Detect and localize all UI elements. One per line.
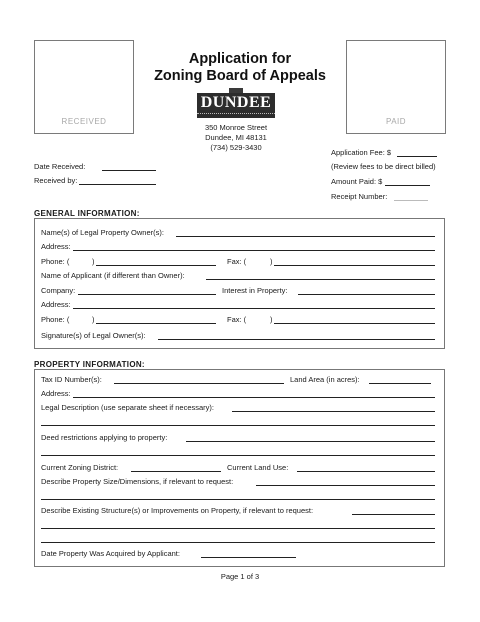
applicant-phone-field[interactable]: [96, 323, 216, 324]
deed-restrictions-field-2[interactable]: [41, 455, 435, 456]
property-address-label: Address:: [41, 389, 71, 398]
amount-paid-field[interactable]: [385, 185, 430, 186]
dundee-logo: [197, 93, 275, 118]
size-dimensions-field[interactable]: [256, 485, 435, 486]
current-land-use-field[interactable]: [297, 471, 435, 472]
owner-names-label: Name(s) of Legal Property Owner(s):: [41, 228, 164, 237]
receipt-number-label: Receipt Number:: [331, 192, 388, 201]
tax-id-label: Tax ID Number(s):: [41, 375, 102, 384]
date-received-field[interactable]: [102, 170, 156, 171]
date-acquired-label: Date Property Was Acquired by Applicant:: [41, 549, 180, 558]
size-dimensions-field-2[interactable]: [41, 499, 435, 500]
owner-phone-field[interactable]: [96, 265, 216, 266]
logo-tagline-rule: [197, 113, 275, 116]
received-by-label: Received by:: [34, 176, 78, 185]
owner-signature-field[interactable]: [158, 339, 435, 340]
owner-names-field[interactable]: [176, 236, 435, 237]
owner-fax-close-paren: ): [270, 257, 273, 266]
owner-address-label: Address:: [41, 242, 71, 251]
applicant-address-label: Address:: [41, 300, 71, 309]
received-stamp-label: RECEIVED: [61, 117, 107, 126]
date-acquired-field[interactable]: [201, 557, 296, 558]
form-title-line2: Zoning Board of Appeals: [154, 68, 326, 84]
tax-id-field[interactable]: [114, 383, 284, 384]
paid-stamp-label: PAID: [385, 117, 407, 126]
applicant-fax-field[interactable]: [274, 323, 435, 324]
logo-text: DUNDEE: [200, 94, 272, 111]
existing-structures-label: Describe Existing Structure(s) or Improvements on Property, if relevant to request:: [41, 506, 314, 515]
office-phone: (734) 529-3430: [210, 143, 262, 152]
office-street: 350 Monroe Street: [204, 123, 268, 132]
form-title-line1: Application for: [188, 51, 292, 67]
current-land-use-label: Current Land Use:: [227, 463, 289, 472]
interest-field[interactable]: [298, 294, 435, 295]
existing-structures-field-2[interactable]: [41, 528, 435, 529]
paid-stamp-box: [346, 40, 446, 134]
current-zoning-field[interactable]: [131, 471, 221, 472]
applicant-fax-close-paren: ): [270, 315, 273, 324]
owner-signature-label: Signature(s) of Legal Owner(s):: [41, 331, 146, 340]
general-information-panel: [34, 218, 445, 349]
property-address-field[interactable]: [73, 397, 435, 398]
land-area-label: Land Area (in acres):: [290, 375, 360, 384]
existing-structures-field-3[interactable]: [41, 542, 435, 543]
company-label: Company:: [41, 286, 76, 295]
page-number: Page 1 of 3: [220, 572, 260, 581]
owner-phone-label: Phone: (: [41, 257, 70, 266]
applicant-phone-label: Phone: (: [41, 315, 70, 324]
owner-phone-close-paren: ): [92, 257, 95, 266]
deed-restrictions-field[interactable]: [186, 441, 435, 442]
office-city: Dundee, MI 48131: [205, 133, 267, 142]
owner-fax-field[interactable]: [274, 265, 435, 266]
legal-description-field-2[interactable]: [41, 425, 435, 426]
applicant-phone-close-paren: ): [92, 315, 95, 324]
application-fee-label: Application Fee: $: [331, 148, 392, 157]
legal-description-label: Legal Description (use separate sheet if necessary):: [41, 403, 215, 412]
fee-note: (Review fees to be direct billed): [331, 162, 436, 171]
property-information-heading: PROPERTY INFORMATION:: [34, 360, 145, 369]
applicant-name-label: Name of Applicant (if different than Owner):: [41, 271, 185, 280]
company-field[interactable]: [78, 294, 216, 295]
deed-restrictions-label: Deed restrictions applying to property:: [41, 433, 168, 442]
receipt-number-field[interactable]: [394, 200, 428, 201]
date-received-label: Date Received:: [34, 162, 86, 171]
land-area-field[interactable]: [369, 383, 431, 384]
applicant-address-field[interactable]: [73, 308, 435, 309]
application-fee-field[interactable]: [397, 156, 437, 157]
applicant-fax-label: Fax: (: [227, 315, 247, 324]
legal-description-field[interactable]: [232, 411, 435, 412]
interest-label: Interest in Property:: [222, 286, 288, 295]
owner-fax-label: Fax: (: [227, 257, 247, 266]
current-zoning-label: Current Zoning District:: [41, 463, 119, 472]
amount-paid-label: Amount Paid: $: [331, 177, 383, 186]
existing-structures-field[interactable]: [352, 514, 435, 515]
applicant-name-field[interactable]: [206, 279, 435, 280]
owner-address-field[interactable]: [73, 250, 435, 251]
received-by-field[interactable]: [79, 184, 156, 185]
general-information-heading: GENERAL INFORMATION:: [34, 209, 140, 218]
logo-roof-shape: [229, 88, 243, 93]
size-dimensions-label: Describe Property Size/Dimensions, if relevant to request:: [41, 477, 234, 486]
received-stamp-box: [34, 40, 134, 134]
